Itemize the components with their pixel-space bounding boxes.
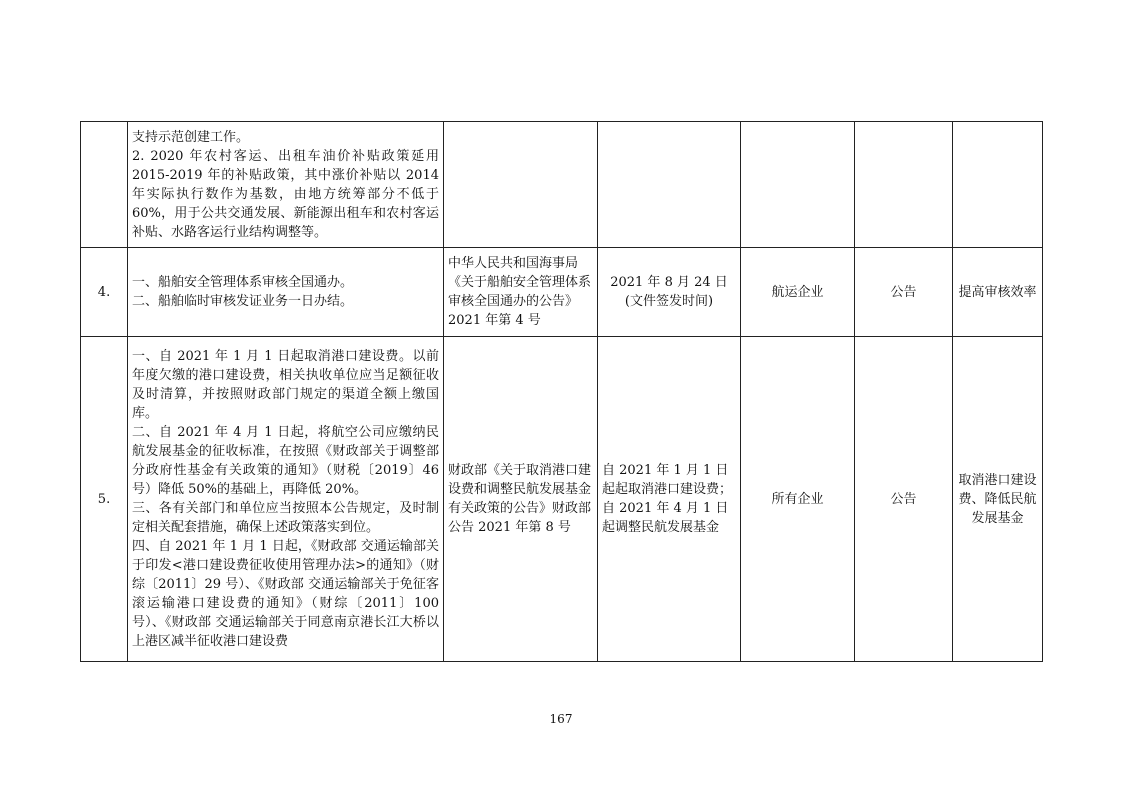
effect-cell xyxy=(953,122,1043,248)
row-number-cell: 5. xyxy=(81,337,128,662)
content-paragraph: 一、船舶安全管理体系审核全国通办。 xyxy=(132,275,354,290)
policy-basis-cell xyxy=(444,122,598,248)
content-paragraph: 二、船舶临时审核发证业务一日办结。 xyxy=(132,294,354,309)
effect-cell: 提高审核效率 xyxy=(953,248,1043,337)
form-cell xyxy=(855,122,953,248)
table-row xyxy=(81,122,1043,248)
row-number-cell: 4. xyxy=(81,248,128,337)
content-paragraph: 支持示范创建工作。 xyxy=(132,129,250,145)
effective-date-cell: 2021 年 8 月 24 日(文件签发时间) xyxy=(598,248,741,337)
row-number-cell xyxy=(81,122,128,248)
policy-content-cell xyxy=(128,337,444,662)
effective-date-cell xyxy=(598,122,741,248)
content-paragraph: 2. 2020 年农村客运、出租车油价补贴政策延用 2015-2019 年的补贴政策，其中涨价补贴以 2014 年实际执行数作为基数，由地方统筹部分不低于 60%，用于公共交通发展、新能源出租车和农村客运补贴、水路客运行业结构调整等。 xyxy=(132,148,439,240)
table-row xyxy=(81,248,1043,337)
target-cell: 所有企业 xyxy=(741,337,855,662)
form-cell: 公告 xyxy=(855,248,953,337)
effective-date-cell: 自 2021 年 1 月 1 日起起取消港口建设费；自 2021 年 4 月 1 日起调整民航发展基金 xyxy=(598,337,741,662)
policy-content-cell xyxy=(128,122,444,248)
policy-table xyxy=(80,121,1043,662)
policy-basis-cell: 中华人民共和国海事局《关于船舶安全管理体系审核全国通办的公告》2021 年第 4 号 xyxy=(444,248,598,337)
table-row xyxy=(81,337,1043,662)
form-cell: 公告 xyxy=(855,337,953,662)
content-paragraph: 一、自 2021 年 1 月 1 日起取消港口建设费。以前年度欠缴的港口建设费，相关执收单位应当足额征收及时清算，并按照财政部门规定的渠道全额上缴国库。 xyxy=(132,349,439,421)
policy-basis-cell: 财政部《关于取消港口建设费和调整民航发展基金有关政策的公告》财政部公告 2021 年第 8 号 xyxy=(444,337,598,662)
content-paragraph: 三、各有关部门和单位应当按照本公告规定，及时制定相关配套措施，确保上述政策落实到位。 xyxy=(132,501,439,535)
policy-content-cell xyxy=(128,248,444,337)
content-paragraph: 四、自 2021 年 1 月 1 日起，《财政部 交通运输部关于印发<港口建设费征收使用管理办法>的通知》（财综〔2011〕29 号）、《财政部 交通运输部关于免征客滚运输港口建设费的通知》（财综〔2011〕100 号）、《财政部 交通运输部关于同意南京港长江大桥以上港区减半征收港口建设费 xyxy=(132,539,439,649)
page-number: 167 xyxy=(549,712,573,726)
target-cell xyxy=(741,122,855,248)
content-paragraph: 二、自 2021 年 4 月 1 日起，将航空公司应缴纳民航发展基金的征收标准，在按照《财政部关于调整部分政府性基金有关政策的通知》（财税〔2019〕46 号）降低 50%的基础上，再降低 20%。 xyxy=(132,425,439,497)
target-cell: 航运企业 xyxy=(741,248,855,337)
effect-cell: 取消港口建设费、降低民航发展基金 xyxy=(953,337,1043,662)
